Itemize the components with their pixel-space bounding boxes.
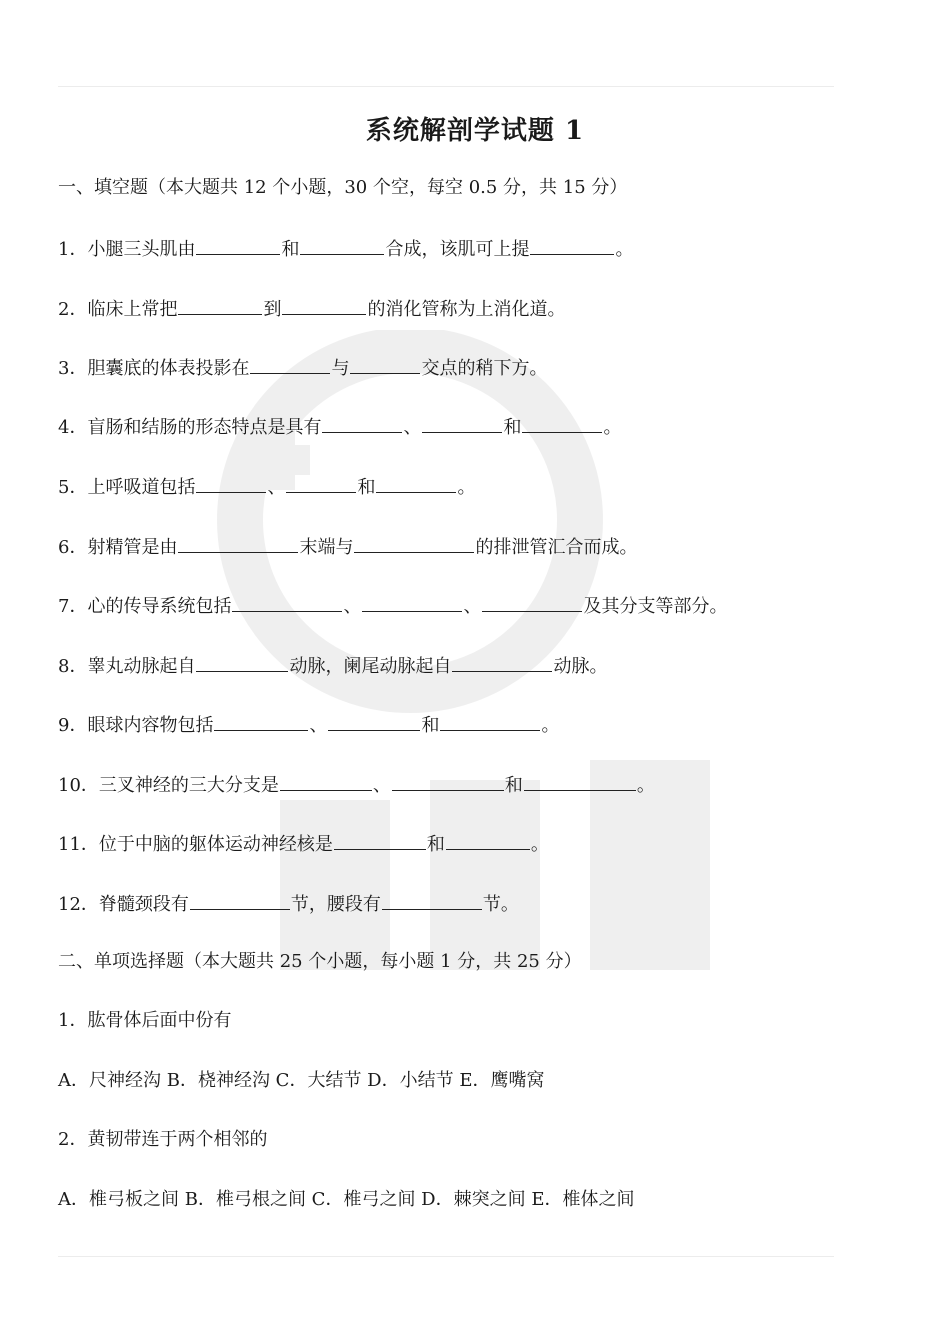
question-text: 。 [541, 715, 560, 736]
answer-blank [482, 593, 582, 612]
answer-blank [178, 534, 298, 553]
question-text: 。 [636, 775, 655, 796]
question-number: 5． [58, 477, 88, 498]
question-text: 的消化管称为上消化道。 [367, 299, 566, 320]
fill-question-12 [58, 891, 858, 917]
question-text: 胆囊底的体表投影在 [87, 358, 250, 379]
question-text: 心的传导系统包括 [87, 596, 232, 617]
answer-blank [530, 236, 614, 255]
question-text: 和 [357, 477, 376, 498]
answer-blank [354, 534, 474, 553]
answer-blank [190, 891, 290, 910]
answer-blank [282, 296, 366, 315]
answer-blank [392, 772, 504, 791]
question-text: 、 [309, 715, 328, 736]
question-text: 、 [343, 596, 362, 617]
question-text: 动脉。 [553, 656, 608, 677]
question-text: 和 [503, 417, 522, 438]
question-text: 、 [267, 477, 286, 498]
fill-question-1 [58, 236, 858, 262]
fill-question-9 [58, 712, 858, 738]
question-text: 末端与 [299, 537, 354, 558]
question-number: 2． [58, 299, 88, 320]
answer-blank [300, 236, 384, 255]
question-text: 盲肠和结肠的形态特点是具有 [87, 417, 322, 438]
answer-blank [280, 772, 372, 791]
fill-question-10 [58, 772, 858, 798]
question-text: 三叉神经的三大分支是 [98, 775, 279, 796]
question-text: 、 [463, 596, 482, 617]
answer-blank [446, 831, 530, 850]
question-text: 。 [603, 417, 622, 438]
question-text: 、 [403, 417, 422, 438]
fill-question-2 [58, 296, 858, 322]
question-text: 与 [331, 358, 350, 379]
answer-blank [362, 593, 462, 612]
question-text: 和 [504, 775, 523, 796]
question-text: 小腿三头肌由 [87, 239, 196, 260]
question-text: 及其分支等部分。 [583, 596, 728, 617]
answer-blank [214, 712, 308, 731]
answer-blank [382, 891, 482, 910]
answer-blank [196, 653, 288, 672]
answer-blank [286, 474, 356, 493]
question-text: 交点的稍下方。 [421, 358, 548, 379]
question-text: 眼球内容物包括 [87, 715, 214, 736]
fill-question-6 [58, 534, 858, 560]
answer-blank [440, 712, 540, 731]
question-number: 3． [58, 358, 88, 379]
answer-blank [452, 653, 552, 672]
bottom-rule [58, 1256, 834, 1257]
answer-blank [334, 831, 426, 850]
question-number: 8． [58, 656, 88, 677]
question-text: 。 [457, 477, 476, 498]
answer-blank [328, 712, 420, 731]
choice-question-2-stem: 2．黄韧带连于两个相邻的 [58, 1129, 268, 1150]
choice-question-1-stem: 1．肱骨体后面中份有 [58, 1010, 232, 1031]
question-text: 上呼吸道包括 [87, 477, 196, 498]
section2-heading: 二、单项选择题（本大题共 25 个小题，每小题 1 分，共 25 分） [58, 951, 582, 972]
question-text: 合成，该肌可上提 [385, 239, 530, 260]
question-text: 和 [426, 834, 445, 855]
question-text: 和 [281, 239, 300, 260]
fill-question-3 [58, 355, 858, 381]
question-text: 。 [530, 834, 549, 855]
answer-blank [350, 355, 420, 374]
fill-question-7 [58, 593, 858, 619]
question-text: 射精管是由 [87, 537, 178, 558]
question-text: 。 [615, 239, 634, 260]
answer-blank [522, 414, 602, 433]
question-text: 到 [263, 299, 282, 320]
question-number: 1． [58, 239, 88, 260]
answer-blank [322, 414, 402, 433]
question-number: 12． [58, 894, 99, 915]
question-number: 6． [58, 537, 88, 558]
question-number: 7． [58, 596, 88, 617]
fill-question-11 [58, 831, 858, 857]
answer-blank [250, 355, 330, 374]
question-number: 4． [58, 417, 88, 438]
choice-question-1-options: A．尺神经沟 B．桡神经沟 C．大结节 D．小结节 E．鹰嘴窝 [58, 1070, 545, 1091]
question-text: 节。 [482, 894, 519, 915]
fill-question-4 [58, 414, 858, 440]
answer-blank [196, 474, 266, 493]
answer-blank [178, 296, 262, 315]
question-text: 的排泄管汇合而成。 [475, 537, 638, 558]
fill-question-8 [58, 653, 858, 679]
question-text: 位于中脑的躯体运动神经核是 [98, 834, 333, 855]
answer-blank [232, 593, 342, 612]
question-text: 和 [421, 715, 440, 736]
question-text: 临床上常把 [87, 299, 178, 320]
question-text: 、 [372, 775, 391, 796]
choice-question-2-options: A．椎弓板之间 B．椎弓根之间 C．椎弓之间 D．棘突之间 E．椎体之间 [58, 1189, 635, 1210]
question-number: 9． [58, 715, 88, 736]
answer-blank [196, 236, 280, 255]
question-number: 10． [58, 775, 99, 796]
fill-question-5 [58, 474, 858, 500]
answer-blank [376, 474, 456, 493]
question-text: 节，腰段有 [290, 894, 381, 915]
page-title: 系统解剖学试题 1 [365, 116, 585, 146]
question-text: 动脉，阑尾动脉起自 [289, 656, 452, 677]
question-text: 睾丸动脉起自 [87, 656, 196, 677]
answer-blank [422, 414, 502, 433]
question-text: 脊髓颈段有 [98, 894, 189, 915]
section1-heading: 一、填空题（本大题共 12 个小题，30 个空，每空 0.5 分，共 15 分） [58, 177, 628, 198]
top-rule [58, 86, 834, 87]
answer-blank [524, 772, 636, 791]
question-number: 11． [58, 834, 99, 855]
